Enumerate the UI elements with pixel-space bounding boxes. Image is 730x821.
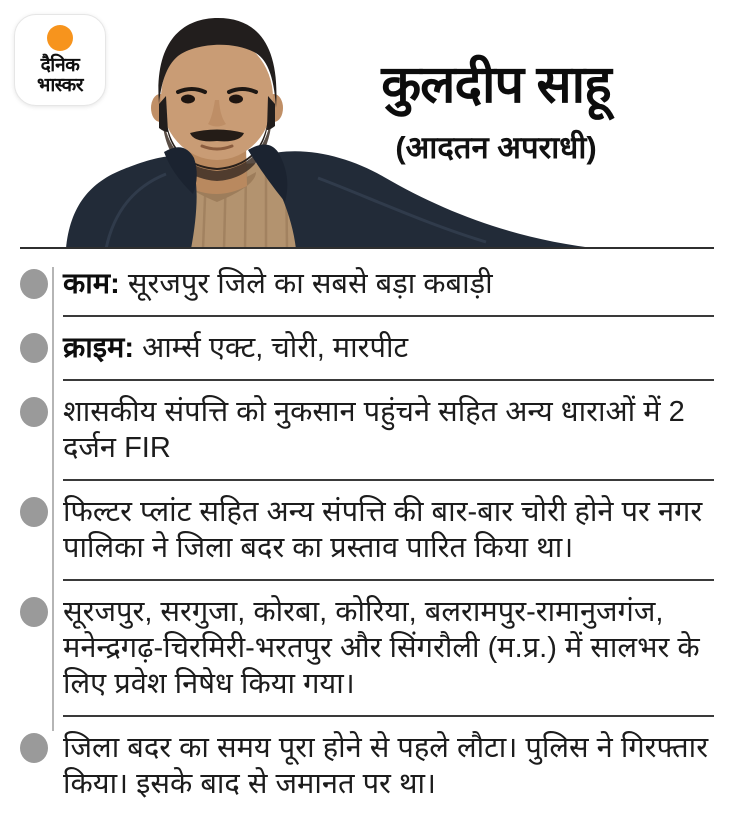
list-item-body: सूरजपुर जिले का सबसे बड़ा कबाड़ी	[127, 268, 493, 300]
brand-name-line2: भास्कर	[36, 75, 84, 96]
list-item-text	[63, 494, 714, 581]
brand-name-line1: दैनिक	[40, 55, 80, 76]
brand-name	[37, 56, 83, 96]
list-item-text	[63, 394, 714, 481]
bullet-dot-icon	[20, 733, 48, 763]
list-item-label: क्राइम:	[63, 332, 135, 364]
sun-dot-icon	[47, 25, 73, 51]
list-item-text	[63, 266, 714, 317]
bullet-dot-icon	[20, 597, 48, 627]
profile-list	[20, 249, 714, 802]
bullet-dot-icon	[20, 269, 48, 299]
list-item-text	[63, 730, 714, 802]
person-subtitle: (आदतन अपराधी)	[395, 129, 597, 165]
bullet-dot-icon	[20, 333, 48, 363]
list-item-text	[63, 330, 714, 381]
person-name-title: कुलदीप साहू	[381, 56, 611, 114]
list-item	[20, 730, 714, 802]
list-item-body: शासकीय संपत्ति को नुकसान पहुंचने सहित अन्य धाराओं में 2 दर्जन FIR	[63, 396, 685, 464]
list-item	[20, 266, 714, 330]
list-item-text	[63, 594, 714, 717]
list-item	[20, 330, 714, 394]
dainik-bhaskar-logo	[14, 14, 106, 106]
list-item-body: आर्म्स एक्ट, चोरी, मारपीट	[142, 332, 409, 364]
list-item-body: फिल्टर प्लांट सहित अन्य संपत्ति की बार-बार चोरी होने पर नगर पालिका ने जिला बदर का प्रस्ताव पारित किया था।	[63, 496, 703, 564]
list-item-body: सूरजपुर, सरगुजा, कोरबा, कोरिया, बलरामपुर-रामानुजगंज, मनेन्द्रगढ़-चिरमिरी-भरतपुर और सिंगरौली (म.प्र.) में सालभर के लिए प्रवेश निषेध किया गया।	[63, 596, 700, 700]
bullet-dot-icon	[20, 397, 48, 427]
profile-list-items	[20, 266, 714, 802]
list-item	[20, 394, 714, 494]
list-item-label: काम:	[63, 268, 120, 300]
bullet-dot-icon	[20, 497, 48, 527]
list-item-body: जिला बदर का समय पूरा होने से पहले लौटा। पुलिस ने गिरफ्तार किया। इसके बाद से जमानत पर था।	[63, 732, 709, 800]
list-item	[20, 494, 714, 594]
header-block	[318, 56, 674, 168]
list-item	[20, 594, 714, 730]
